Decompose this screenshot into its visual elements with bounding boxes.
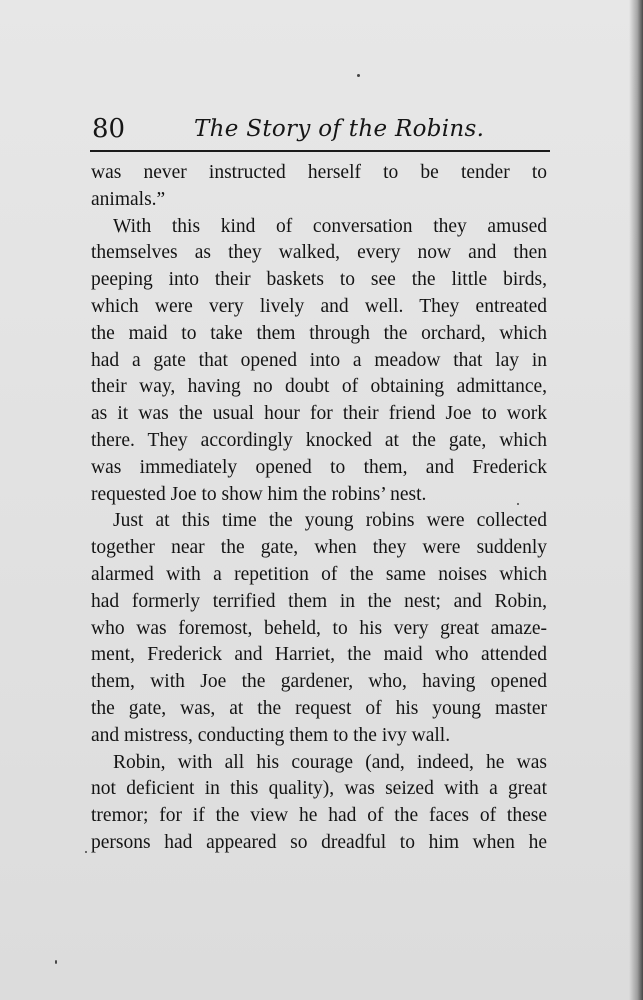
text-line: not deficient in this quality), was seized with a great [91, 778, 547, 800]
text-line: peeping into their baskets to see the little birds, [91, 269, 547, 291]
text-line: themselves as they walked, every now and then [91, 242, 547, 264]
text-line: Just at this time the young robins were collected [113, 510, 547, 532]
page-header [92, 112, 550, 146]
text-line: had formerly terrified them in the nest; and Robin, [91, 590, 547, 612]
text-line: them, with Joe the gardener, who, having opened [91, 671, 547, 693]
text-line: Robin, with all his courage (and, indeed, he was [113, 751, 547, 773]
paper-speck [357, 74, 360, 77]
text-line: requested Joe to show him the robins’ nest. [91, 483, 427, 505]
text-line: the maid to take them through the orchard, which [91, 322, 547, 344]
text-line: together near the gate, when they were suddenly [91, 537, 547, 559]
text-line: there. They accordingly knocked at the gate, which [91, 429, 547, 451]
page-number: 80 [92, 114, 126, 144]
text-line: and mistress, conducting them to the ivy wall. [91, 724, 451, 746]
text-line: which were very lively and well. They entreated [91, 295, 547, 317]
text-line: was never instructed herself to be tender to [91, 162, 547, 183]
page-edge-shadow [629, 0, 643, 1000]
text-line: the gate, was, at the request of his young master [91, 697, 547, 719]
paper-speck [55, 960, 57, 964]
text-line: animals.” [91, 188, 166, 210]
text-line: tremor; for if the view he had of the faces of these [91, 805, 547, 827]
text-line: ment, Frederick and Harriet, the maid who attended [91, 644, 547, 666]
text-line: who was foremost, beheld, to his very great amaze- [91, 617, 547, 639]
paper-speck [85, 851, 87, 853]
paper-speck [517, 503, 519, 505]
text-line: persons had appeared so dreadful to him when he [91, 831, 547, 853]
header-rule [90, 150, 550, 152]
text-line: With this kind of conversation they amused [113, 215, 547, 237]
running-title: The Story of the Robins. [194, 116, 485, 142]
text-line: as it was the usual hour for their friend Joe to work [91, 403, 547, 425]
text-line: had a gate that opened into a meadow that lay in [91, 349, 547, 371]
body-text [91, 160, 547, 857]
text-line: was immediately opened to them, and Frederick [91, 456, 547, 478]
text-line: alarmed with a repetition of the same noises which [91, 563, 547, 585]
text-line: their way, having no doubt of obtaining admittance, [91, 376, 547, 398]
